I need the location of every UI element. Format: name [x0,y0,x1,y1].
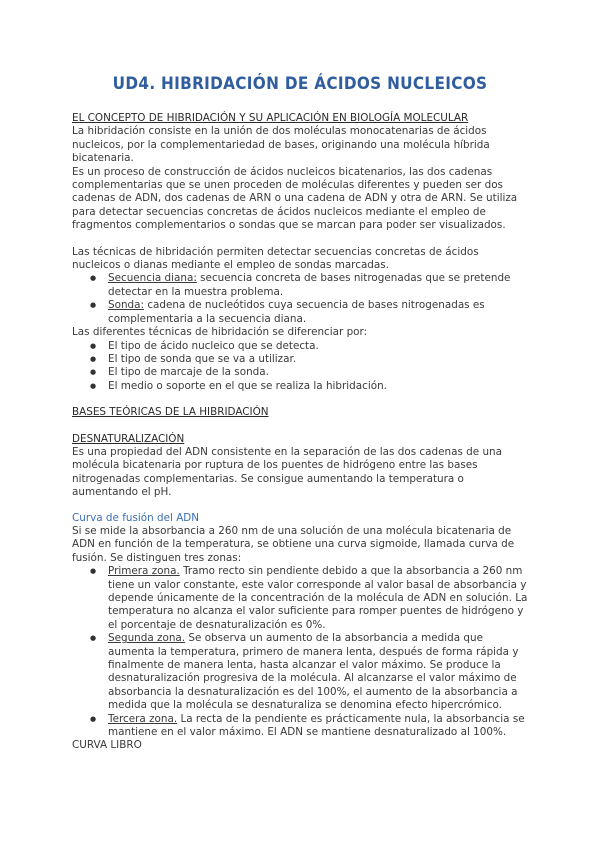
list-item: ● El medio o soporte en el que se realiza la hibridación. [108,380,528,393]
paragraph: Es un proceso de construcción de ácidos nucleicos bicatenarios, las dos cadenas complementarias que se unen proceden de moléculas diferentes y pueden ser dos cadenas de ADN, dos cadenas de ARN o una cadena de ADN y otra de ARN. Se utiliza para detectar secuencias concretas de ácidos nucleicos mediante el empleo de fragmentos complementarios o sondas que se marcan para poder ser visualizados. [72,165,518,232]
term-zone-1: Primera zona. [108,565,180,578]
definition-list [72,272,528,326]
paragraph: La hibridación consiste en la unión de dos moléculas monocatenarias de ácidos nucleicos, por la complementariedad de bases, originando una molécula híbrida bicatenaria. [72,125,490,165]
list-item [108,632,528,712]
document-body [72,112,528,753]
paragraph: Es una propiedad del ADN consistente en la separación de las dos cadenas de una molécula bicatenaria por ruptura de los puentes de hidrógeno entre las bases nitrogenadas complementarias. Se consigue aumentando la temperatura o aumentando el pH. [72,445,502,499]
term-zone-2: Segunda zona. [108,632,186,645]
footer-note: CURVA LIBRO [72,739,142,752]
list-item [108,299,528,326]
zone-text: Se observa un aumento de la absorbancia a medida que aumenta la temperatura, primero de manera lenta, después de forma rápida y finalmente de manera lenta, hasta alcanzar el valor máximo. Se produce la desnaturalización progresiva de la molécula. Al alcanzarse el valor máximo de absorbancia la desnaturalización es del 100%, el aumento de la absorbancia a medida que la molécula se desnaturaliza se denomina efecto hipercrómico. [108,632,519,712]
paragraph: Las técnicas de hibridación permiten detectar secuencias concretas de ácidos nucleicos o dianas mediante el empleo de sondas marcadas. [72,245,479,272]
subsection-heading-melting-curve: Curva de fusión del ADN [72,511,200,524]
list-item: ● El tipo de marcaje de la sonda. [108,366,528,379]
technique-list [72,340,528,394]
definition-text: secuencia concreta de bases nitrogenadas que se pretende detectar en la muestra problema. [108,272,511,298]
list-item [108,713,528,740]
zones-list [72,565,528,739]
section-heading-concept: EL CONCEPTO DE HIBRIDACIÓN Y SU APLICACIÓN EN BIOLOGÍA MOLECULAR [72,112,469,124]
page-title: UD4. HIBRIDACIÓN DE ÁCIDOS NUCLEICOS [112,74,488,94]
section-heading-bases: BASES TEÓRICAS DE LA HIBRIDACIÓN [72,406,269,419]
term-diana: Secuencia diana: [108,272,197,285]
list-item: ● El tipo de sonda que se va a utilizar. [108,353,528,366]
zone-text: Tramo recto sin pendiente debido a que la absorbancia a 260 nm tiene un valor constante, este valor corresponde al valor basal de absorbancia y depende únicamente de la concentración de la molécula de ADN en solución. La temperatura no alcanza el valor suficiente para romper puentes de hidrógeno y el porcentaje de desnaturalización es 0%. [108,565,528,631]
list-item: ● El tipo de ácido nucleico que se detecta. [108,340,528,353]
zone-text: La recta de la pendiente es prácticamente nula, la absorbancia se mantiene en el valor máximo. El ADN se mantiene desnaturalizado al 100%. [108,712,525,739]
definition-text: cadena de nucleótidos cuya secuencia de bases nitrogenadas es complementaria a la secuencia diana. [108,299,485,325]
list-item [108,565,528,632]
list-item [108,272,528,299]
paragraph: Si se mide la absorbancia a 260 nm de una solución de una molécula bicatenaria de ADN en función de la temperatura, se obtiene una curva sigmoide, llamada curva de fusión. Se distinguen tres zonas: [72,524,515,564]
subsection-heading-denaturation: DESNATURALIZACIÓN [72,432,185,445]
paragraph: Las diferentes técnicas de hibridación se diferenciar por: [72,326,368,339]
term-sonda: Sonda: [108,299,145,312]
term-zone-3: Tercera zona. [108,712,178,725]
